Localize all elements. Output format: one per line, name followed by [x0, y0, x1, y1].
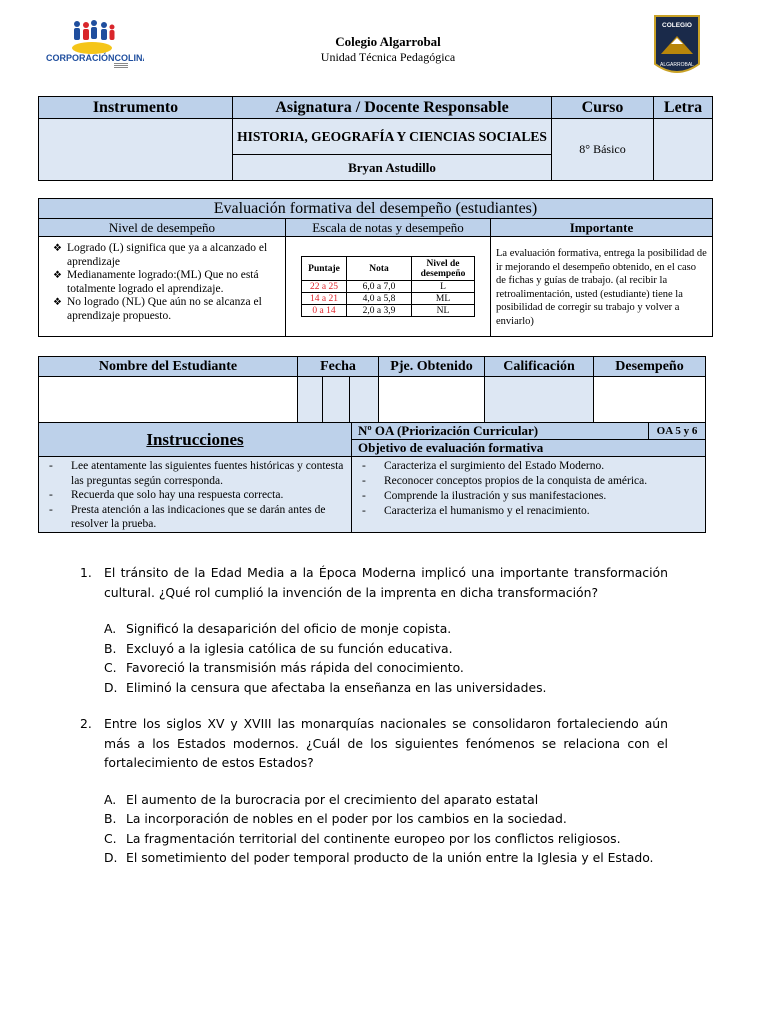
- nivel-logrado: ❖ Logrado (L) significa que ya a alcanzado el aprendizaje: [51, 242, 281, 269]
- option-text: La incorporación de nobles en el poder por los cambios en la sociedad.: [126, 811, 567, 826]
- option-letter: B.: [104, 811, 117, 826]
- option-letter: C.: [104, 660, 117, 675]
- col-instrumento: Instrumento: [39, 97, 233, 119]
- question-1: [80, 563, 668, 697]
- fecha-anio-input[interactable]: [350, 377, 379, 423]
- col-calificacion: Calificación: [485, 357, 594, 377]
- col-nivel: Nivel de desempeño: [39, 219, 286, 237]
- option-letter: A.: [104, 791, 117, 807]
- col-pje: Pje. Obtenido: [379, 357, 485, 377]
- objetivo-item: - Reconocer conceptos propios de la conquista de américa.: [352, 474, 705, 489]
- option-d[interactable]: [80, 678, 668, 698]
- instruccion-item: - Presta atención a las indicaciones que se darán antes de resolver la prueba.: [39, 503, 351, 532]
- option-text: La fragmentación territorial del continente europeo por los conflictos religiosos.: [126, 830, 621, 846]
- escala-row: [302, 293, 475, 305]
- option-text: El sometimiento del poder temporal producto de la unión entre la Iglesia y el Estado.: [126, 850, 654, 865]
- unit-name: Unidad Técnica Pedagógica: [320, 50, 456, 64]
- escala-nivel: L: [412, 281, 475, 293]
- escala-nota: 6,0 a 7,0: [347, 281, 412, 293]
- importante-text: La evaluación formativa, entrega la posibilidad de ir mejorando el desempeño obtenido, en el caso de fichas y guías de trabajo. (al recibir la retroalimentación, usted (estudiante) tiene la posibilidad de corregir su trabajo y volver a enviarlo): [491, 237, 713, 337]
- option-letter: A.: [104, 621, 117, 636]
- options-list: [80, 790, 668, 868]
- option-letter: D.: [104, 679, 118, 695]
- option-d[interactable]: [80, 848, 668, 868]
- option-b[interactable]: [80, 809, 668, 829]
- school-name: Colegio Algarrobal: [335, 34, 441, 49]
- escala-nivel: NL: [412, 305, 475, 317]
- instrumento-cell[interactable]: [39, 119, 233, 181]
- option-text: Significó la desaparición del oficio de monje copista.: [126, 621, 452, 636]
- escala-h-nota: Nota: [347, 257, 412, 281]
- info-table: [38, 96, 713, 181]
- escala-table: [301, 256, 475, 317]
- question-text: Entre los siglos XV y XVIII las monarquías nacionales se consolidaron fortaleciendo aún más a los Estados modernos. ¿Cuál de los siguientes fenómenos se relaciona con el fortalecimiento de estos Estados?: [104, 716, 668, 770]
- option-text: Favoreció la transmisión más rápida del conocimiento.: [126, 660, 464, 675]
- svg-text:CORPORACIÓNCOLINA: CORPORACIÓNCOLINA: [46, 53, 144, 63]
- student-table: [38, 356, 706, 423]
- oa-value: OA 5 y 6: [649, 423, 706, 440]
- nombre-input[interactable]: [39, 377, 298, 423]
- option-text: Excluyó a la iglesia católica de su función educativa.: [126, 640, 453, 656]
- escala-nota: 2,0 a 3,9: [347, 305, 412, 317]
- corporacion-colina-logo: [44, 18, 144, 70]
- options-list: [80, 619, 668, 697]
- escala-cell: [286, 237, 491, 337]
- desempeno-input[interactable]: [594, 377, 706, 423]
- docente-value: Bryan Astudillo: [233, 155, 552, 181]
- escala-puntaje: 0 a 14: [302, 305, 347, 317]
- escala-row: [302, 305, 475, 317]
- svg-text:COLEGIO: COLEGIO: [662, 22, 692, 29]
- option-letter: B.: [104, 640, 117, 656]
- col-curso: Curso: [552, 97, 654, 119]
- instrucciones-list-cell: [39, 457, 352, 533]
- escala-nota: 4,0 a 5,8: [347, 293, 412, 305]
- option-text: El aumento de la burocracia por el crecimiento del aparato estatal: [126, 791, 539, 807]
- objetivo-item: - Caracteriza el humanismo y el renacimiento.: [352, 504, 705, 519]
- option-c[interactable]: [80, 829, 668, 849]
- calificacion-input[interactable]: [485, 377, 594, 423]
- option-letter: D.: [104, 850, 118, 865]
- col-letra: Letra: [654, 97, 713, 119]
- option-a[interactable]: [80, 790, 668, 810]
- oa-label: Nº OA (Priorización Curricular): [352, 423, 649, 440]
- option-c[interactable]: [80, 658, 668, 678]
- escala-puntaje: 14 a 21: [302, 293, 347, 305]
- col-desempeno: Desempeño: [594, 357, 706, 377]
- col-importante: Importante: [491, 219, 713, 237]
- question-text: El tránsito de la Edad Media a la Época Moderna implicó una importante transformación cultural. ¿Qué rol cumplió la invención de la imprenta en dicha transformación?: [104, 565, 668, 600]
- objetivo-item: - Comprende la ilustración y sus manifestaciones.: [352, 489, 705, 504]
- option-b[interactable]: [80, 639, 668, 659]
- escala-h-nivel: Nivel de desempeño: [412, 257, 475, 281]
- escala-puntaje: 22 a 25: [302, 281, 347, 293]
- option-letter: C.: [104, 830, 117, 846]
- col-asignatura: Asignatura / Docente Responsable: [233, 97, 552, 119]
- question-number: 2.: [80, 716, 92, 731]
- eval-table: [38, 198, 713, 337]
- nivel-no-logrado: ❖ No logrado (NL) Que aún no se alcanza el aprendizaje propuesto.: [51, 296, 281, 323]
- svg-text:ALGARROBAL: ALGARROBAL: [660, 62, 694, 68]
- escala-nivel: ML: [412, 293, 475, 305]
- question-2: [80, 714, 668, 868]
- col-nombre: Nombre del Estudiante: [39, 357, 298, 377]
- fecha-dia-input[interactable]: [298, 377, 323, 423]
- question-number: 1.: [80, 565, 92, 580]
- escala-row: [302, 281, 475, 293]
- instruccion-item: - Recuerda que solo hay una respuesta correcta.: [39, 488, 351, 503]
- niveles-cell: [39, 237, 286, 337]
- instrucciones-title: Instrucciones: [39, 423, 352, 457]
- school-header: [240, 34, 536, 65]
- crest-icon: [653, 14, 701, 80]
- objetivo-item: - Caracteriza el surgimiento del Estado Moderno.: [352, 459, 705, 474]
- objetivos-list-cell: [352, 457, 706, 533]
- escala-h-puntaje: Puntaje: [302, 257, 347, 281]
- instruccion-item: - Lee atentamente las siguientes fuentes históricas y contesta las preguntas según corresponda.: [39, 459, 351, 488]
- nivel-medianamente: ❖ Medianamente logrado:(ML) Que no está totalmente logrado el aprendizaje.: [51, 269, 281, 296]
- objetivo-label: Objetivo de evaluación formativa: [352, 440, 706, 457]
- school-crest: [653, 14, 701, 80]
- option-a[interactable]: [80, 619, 668, 639]
- fecha-mes-input[interactable]: [323, 377, 350, 423]
- option-text: Eliminó la censura que afectaba la enseñanza en las universidades.: [126, 679, 547, 695]
- col-fecha: Fecha: [298, 357, 379, 377]
- eval-title: Evaluación formativa del desempeño (estudiantes): [39, 199, 713, 219]
- letra-cell[interactable]: [654, 119, 713, 181]
- asignatura-value: HISTORIA, GEOGRAFÍA Y CIENCIAS SOCIALES: [233, 119, 552, 155]
- people-logo-icon: [44, 18, 144, 70]
- curso-value: 8° Básico: [552, 119, 654, 181]
- col-escala: Escala de notas y desempeño: [286, 219, 491, 237]
- pje-input[interactable]: [379, 377, 485, 423]
- instrucciones-table: [38, 422, 706, 533]
